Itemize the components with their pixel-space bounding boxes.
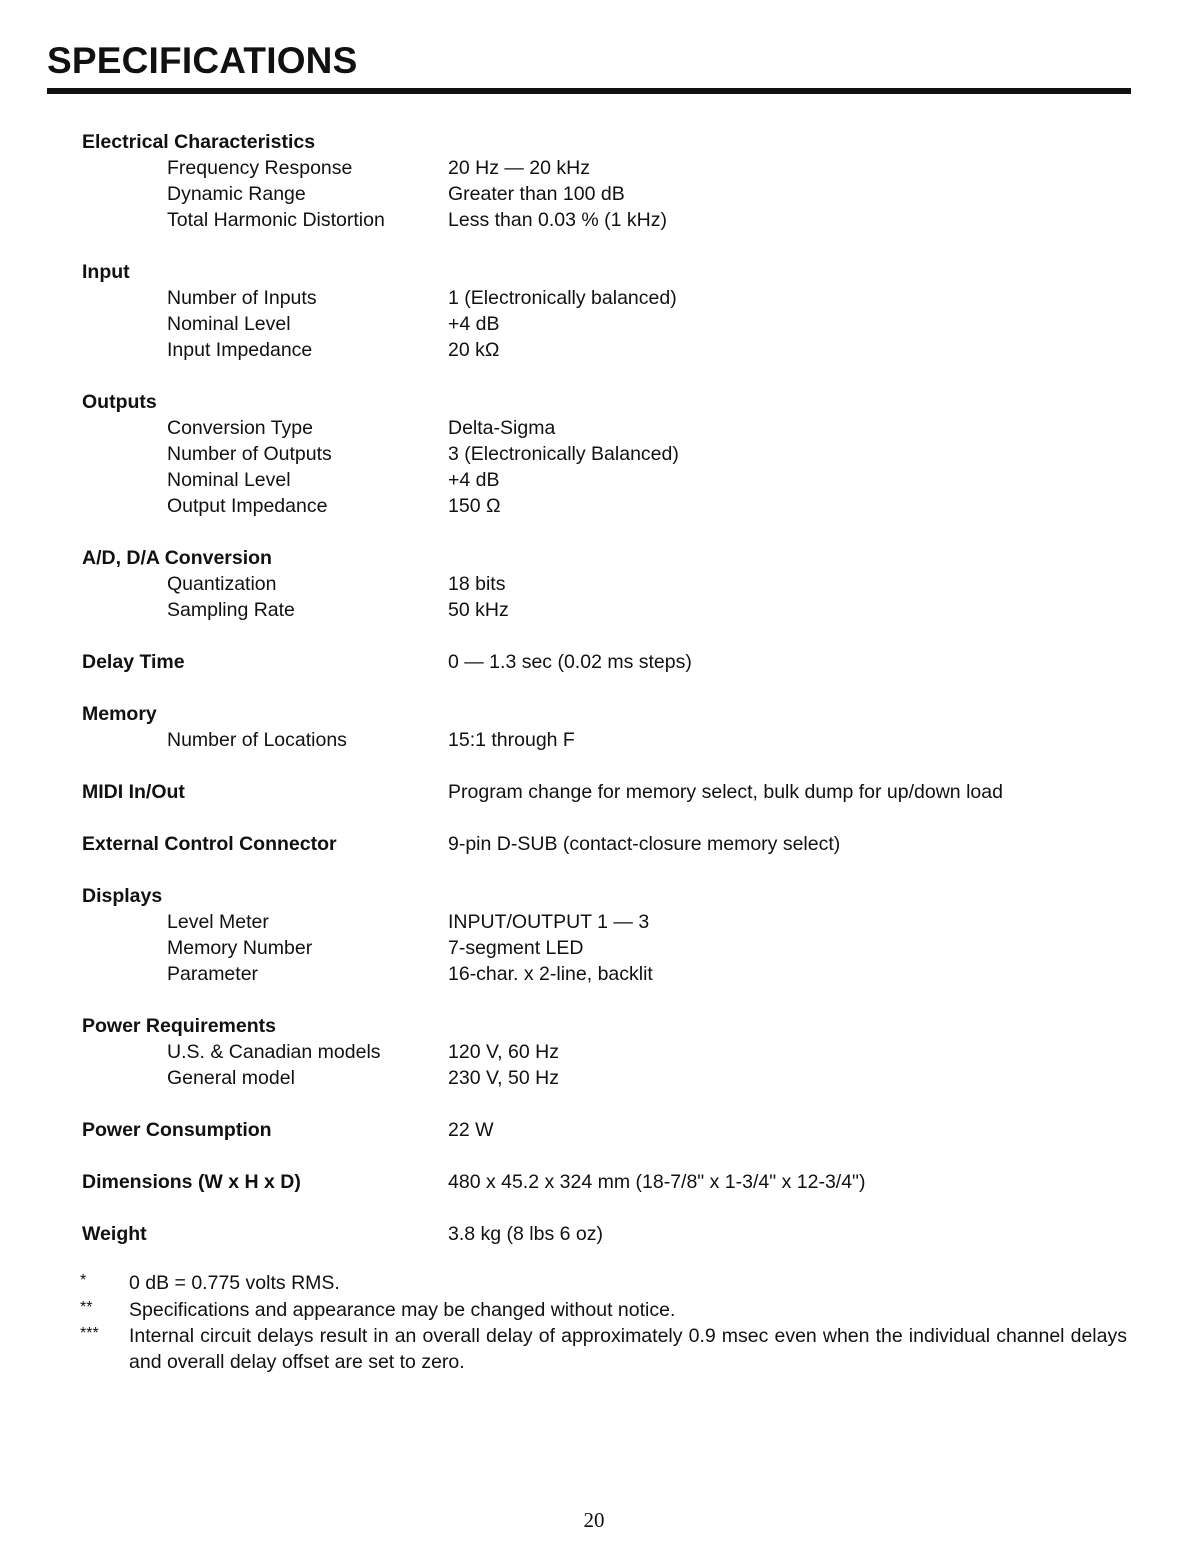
spec-row (0, 571, 1188, 597)
spec-row (0, 1039, 1188, 1065)
spec-value: 18 bits (448, 573, 506, 595)
spec-label: Parameter (167, 963, 259, 985)
spec-value: 20 kΩ (448, 339, 500, 361)
spec-label: Dynamic Range (167, 183, 306, 205)
title-rule (47, 88, 1131, 94)
spec-value: 1 (Electronically balanced) (448, 287, 677, 309)
section-value: 3.8 kg (8 lbs 6 oz) (448, 1223, 603, 1245)
spec-value: Delta-Sigma (448, 417, 556, 439)
section-heading: Displays (82, 885, 163, 907)
section-value: 0 — 1.3 sec (0.02 ms steps) (448, 651, 692, 673)
spec-label: General model (167, 1067, 295, 1089)
spec-value: Greater than 100 dB (448, 183, 625, 205)
spec-label: Number of Inputs (167, 287, 317, 309)
page-number: 20 (583, 1508, 605, 1532)
footnote-text: 0 dB = 0.775 volts RMS. (129, 1272, 340, 1294)
section-heading: Dimensions (W x H x D) (82, 1171, 301, 1193)
spec-row (0, 311, 1188, 337)
section-heading: Electrical Characteristics (82, 131, 316, 153)
spec-label: Level Meter (167, 911, 269, 933)
spec-label: Input Impedance (167, 339, 313, 361)
spec-row (0, 181, 1188, 207)
section-heading: Outputs (82, 391, 157, 413)
spec-label: Total Harmonic Distortion (167, 209, 385, 231)
footnote-text: Internal circuit delays result in an overall delay of approximately 0.9 msec even when the individual channel delays and overall delay offset are set to zero. (129, 1325, 1127, 1373)
spec-label: Quantization (167, 573, 277, 595)
footnote-mark: *** (80, 1325, 99, 1342)
spec-row (0, 909, 1188, 935)
spec-row (0, 441, 1188, 467)
spec-row (0, 467, 1188, 493)
section-heading: Weight (82, 1223, 147, 1245)
spec-row (0, 961, 1188, 987)
spec-value: Less than 0.03 % (1 kHz) (448, 209, 667, 231)
section-heading: Memory (82, 703, 157, 725)
section-heading: External Control Connector (82, 833, 337, 855)
spec-label: Sampling Rate (167, 599, 295, 621)
section-value: Program change for memory select, bulk dump for up/down load (448, 781, 1003, 803)
spec-value: 120 V, 60 Hz (448, 1041, 559, 1063)
spec-row (0, 493, 1188, 519)
spec-label: U.S. & Canadian models (167, 1041, 381, 1063)
spec-row (0, 935, 1188, 961)
spec-value: +4 dB (448, 469, 500, 491)
spec-label: Output Impedance (167, 495, 328, 517)
spec-value: 16-char. x 2-line, backlit (448, 963, 653, 985)
section-value: 9-pin D-SUB (contact-closure memory select) (448, 833, 841, 855)
spec-label: Number of Outputs (167, 443, 332, 465)
spec-value: 150 Ω (448, 495, 501, 517)
spec-row (0, 415, 1188, 441)
spec-row (0, 337, 1188, 363)
spec-label: Frequency Response (167, 157, 353, 179)
section-heading: MIDI In/Out (82, 781, 185, 803)
footnote-mark: ** (80, 1299, 93, 1316)
spec-label: Nominal Level (167, 469, 291, 491)
section-heading: Input (82, 261, 130, 283)
section-heading: A/D, D/A Conversion (82, 547, 272, 569)
spec-row (0, 597, 1188, 623)
spec-value: 230 V, 50 Hz (448, 1067, 559, 1089)
spec-value: +4 dB (448, 313, 500, 335)
spec-row (0, 155, 1188, 181)
spec-value: INPUT/OUTPUT 1 — 3 (448, 911, 650, 933)
footnote-mark: * (80, 1272, 87, 1289)
spec-value: 20 Hz — 20 kHz (448, 157, 590, 179)
spec-row (0, 207, 1188, 233)
section-value: 480 x 45.2 x 324 mm (18-7/8" x 1-3/4" x 12-3/4") (448, 1171, 866, 1193)
spec-label: Conversion Type (167, 417, 313, 439)
spec-label: Nominal Level (167, 313, 291, 335)
spec-row (0, 727, 1188, 753)
spec-row (0, 1065, 1188, 1091)
spec-label: Number of Locations (167, 729, 347, 751)
spec-value: 50 kHz (448, 599, 509, 621)
spec-label: Memory Number (167, 937, 313, 959)
spec-value: 3 (Electronically Balanced) (448, 443, 679, 465)
section-value: 22 W (448, 1119, 494, 1141)
section-heading: Power Consumption (82, 1119, 272, 1141)
spec-value: 7-segment LED (448, 937, 584, 959)
footnote-text: Specifications and appearance may be changed without notice. (129, 1299, 676, 1321)
page-title: SPECIFICATIONS (47, 40, 358, 81)
spec-row (0, 285, 1188, 311)
section-heading: Delay Time (82, 651, 185, 673)
spec-value: 15:1 through F (448, 729, 575, 751)
section-heading: Power Requirements (82, 1015, 276, 1037)
